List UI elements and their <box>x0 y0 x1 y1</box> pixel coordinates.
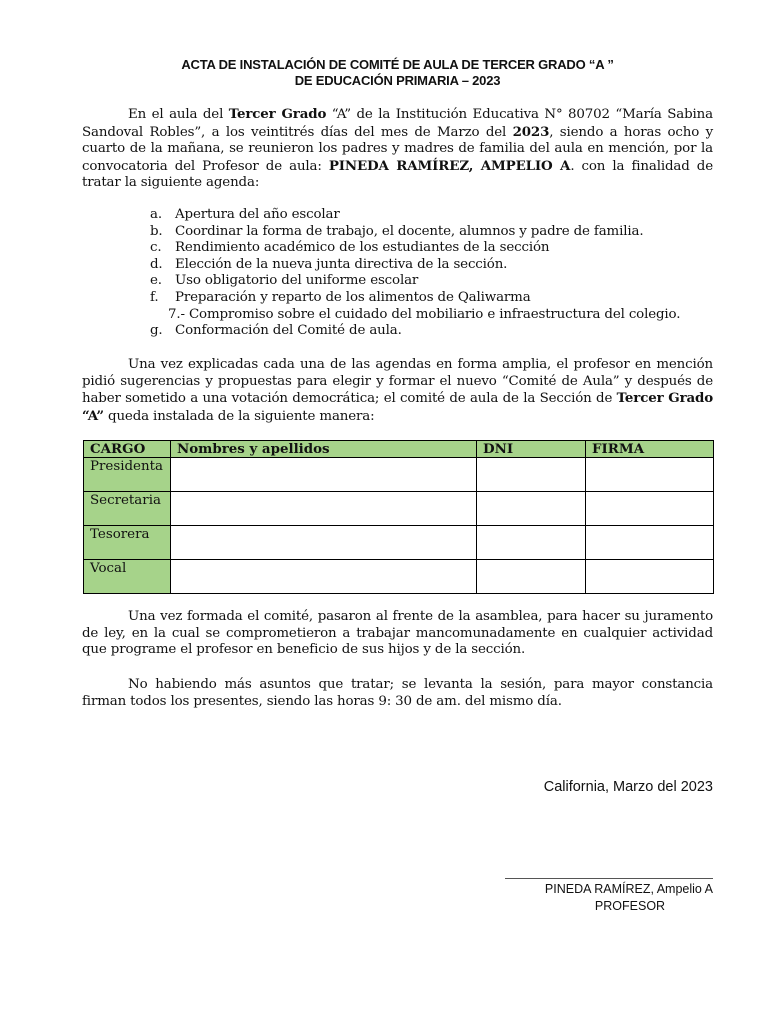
signer-name: PINEDA RAMÍREZ, Ampelio A <box>544 882 713 896</box>
agenda-item <box>150 323 710 340</box>
intro-text-4: . con la finalidad de tratar la siguiente agenda: <box>82 158 713 191</box>
agenda-item <box>150 224 710 241</box>
intro-bold-grade: Tercer Grado <box>228 106 327 122</box>
election-paragraph <box>82 357 713 425</box>
agenda-list <box>150 207 710 340</box>
dni-cell <box>477 526 586 560</box>
intro-bold-teacher: PINEDA RAMÍREZ, AMPELIO A <box>328 157 571 174</box>
cargo-cell: Vocal <box>84 560 171 594</box>
table-header-row <box>84 441 714 458</box>
dni-cell <box>477 458 586 492</box>
title-line-2: DE EDUCACIÓN PRIMARIA – 2023 <box>294 73 501 88</box>
intro-paragraph <box>82 106 713 192</box>
agenda-text: Uso obligatorio del uniforme escolar <box>175 273 419 289</box>
header-firma: FIRMA <box>586 441 714 458</box>
agenda-item <box>150 240 710 257</box>
agenda-marker: e. <box>150 273 162 289</box>
agenda-text: Conformación del Comité de aula. <box>175 323 402 339</box>
document-title <box>82 57 713 89</box>
table-row <box>84 492 714 526</box>
name-cell <box>171 492 477 526</box>
agenda-marker: g. <box>150 323 163 339</box>
place-date: California, Marzo del 2023 <box>543 779 713 795</box>
name-cell <box>171 526 477 560</box>
agenda-text: Elección de la nueva junta directiva de la sección. <box>175 256 508 272</box>
election-text-1: Una vez explicadas cada una de las agendas en forma amplia, el profesor en mención pidió sugerencias y propuestas para elegir y formar el nuevo “Comité de Aula” y después de haber sometido a una votación democrática; el comité de aula de la Sección de <box>82 357 713 407</box>
intro-bold-year: 2023 <box>512 123 550 140</box>
agenda-text: 7.- Compromiso sobre el cuidado del mobiliario e infraestructura del colegio. <box>168 306 681 322</box>
name-cell <box>171 458 477 492</box>
cargo-cell: Tesorera <box>84 526 171 560</box>
name-cell <box>171 560 477 594</box>
agenda-item <box>168 307 710 324</box>
signer-role: PROFESOR <box>594 899 666 913</box>
agenda-marker: b. <box>150 223 163 239</box>
header-nombres: Nombres y apellidos <box>171 441 477 458</box>
agenda-marker: f. <box>150 289 159 305</box>
agenda-text: Coordinar la forma de trabajo, el docente, alumnos y padre de familia. <box>175 223 644 239</box>
table-row <box>84 458 714 492</box>
agenda-text: Rendimiento académico de los estudiantes de la sección <box>175 240 550 256</box>
agenda-marker: c. <box>150 240 162 256</box>
agenda-item <box>150 290 710 307</box>
agenda-text: Preparación y reparto de los alimentos de Qaliwarma <box>175 289 531 305</box>
signature-cell <box>586 492 714 526</box>
intro-text-3: , siendo a horas ocho y cuarto de la mañana, se reunieron los padres y madres de familia del aula en mención, por la convocatoria del Profesor de aula: <box>82 124 714 174</box>
closing-paragraph: No habiendo más asuntos que tratar; se levanta la sesión, para mayor constancia firman todos los presentes, siendo las horas 9: 30 de am. del mismo día. <box>82 677 713 709</box>
intro-text-1: En el aula del <box>128 107 229 122</box>
agenda-text: Apertura del año escolar <box>175 207 340 222</box>
table-row <box>84 526 714 560</box>
title-line-1: ACTA DE INSTALACIÓN DE COMITÉ DE AULA DE TERCER GRADO “A ” <box>181 57 614 72</box>
signature-cell <box>586 560 714 594</box>
header-dni: DNI <box>477 441 586 458</box>
dni-cell <box>477 492 586 526</box>
election-bold-section: Tercer Grado “A” <box>82 390 713 424</box>
cargo-cell: Secretaria <box>84 492 171 526</box>
oath-paragraph: Una vez formada el comité, pasaron al frente de la asamblea, para hacer su juramento de ley, en la cual se comprometieron a trabajar mancomunadamente en cualquier actividad que programe el profesor en beneficio de sus hijos y de la sección. <box>82 609 713 658</box>
election-text-2: queda instalada de la siguiente manera: <box>103 408 375 424</box>
header-cargo: CARGO <box>84 441 171 458</box>
committee-table <box>83 440 714 594</box>
agenda-item <box>150 257 710 274</box>
dni-cell <box>477 560 586 594</box>
agenda-item <box>150 273 710 290</box>
signature-line <box>505 878 713 879</box>
cargo-cell: Presidenta <box>84 458 171 492</box>
signature-cell <box>586 458 714 492</box>
agenda-item <box>150 207 710 224</box>
agenda-marker: d. <box>150 256 163 272</box>
agenda-marker: a. <box>150 207 162 222</box>
table-row <box>84 560 714 594</box>
intro-text-2: “A” de la Institución Educativa N° 80702 “María Sabina Sandoval Robles”, a los veintitrés días del mes de Marzo del <box>82 107 713 140</box>
signature-cell <box>586 526 714 560</box>
